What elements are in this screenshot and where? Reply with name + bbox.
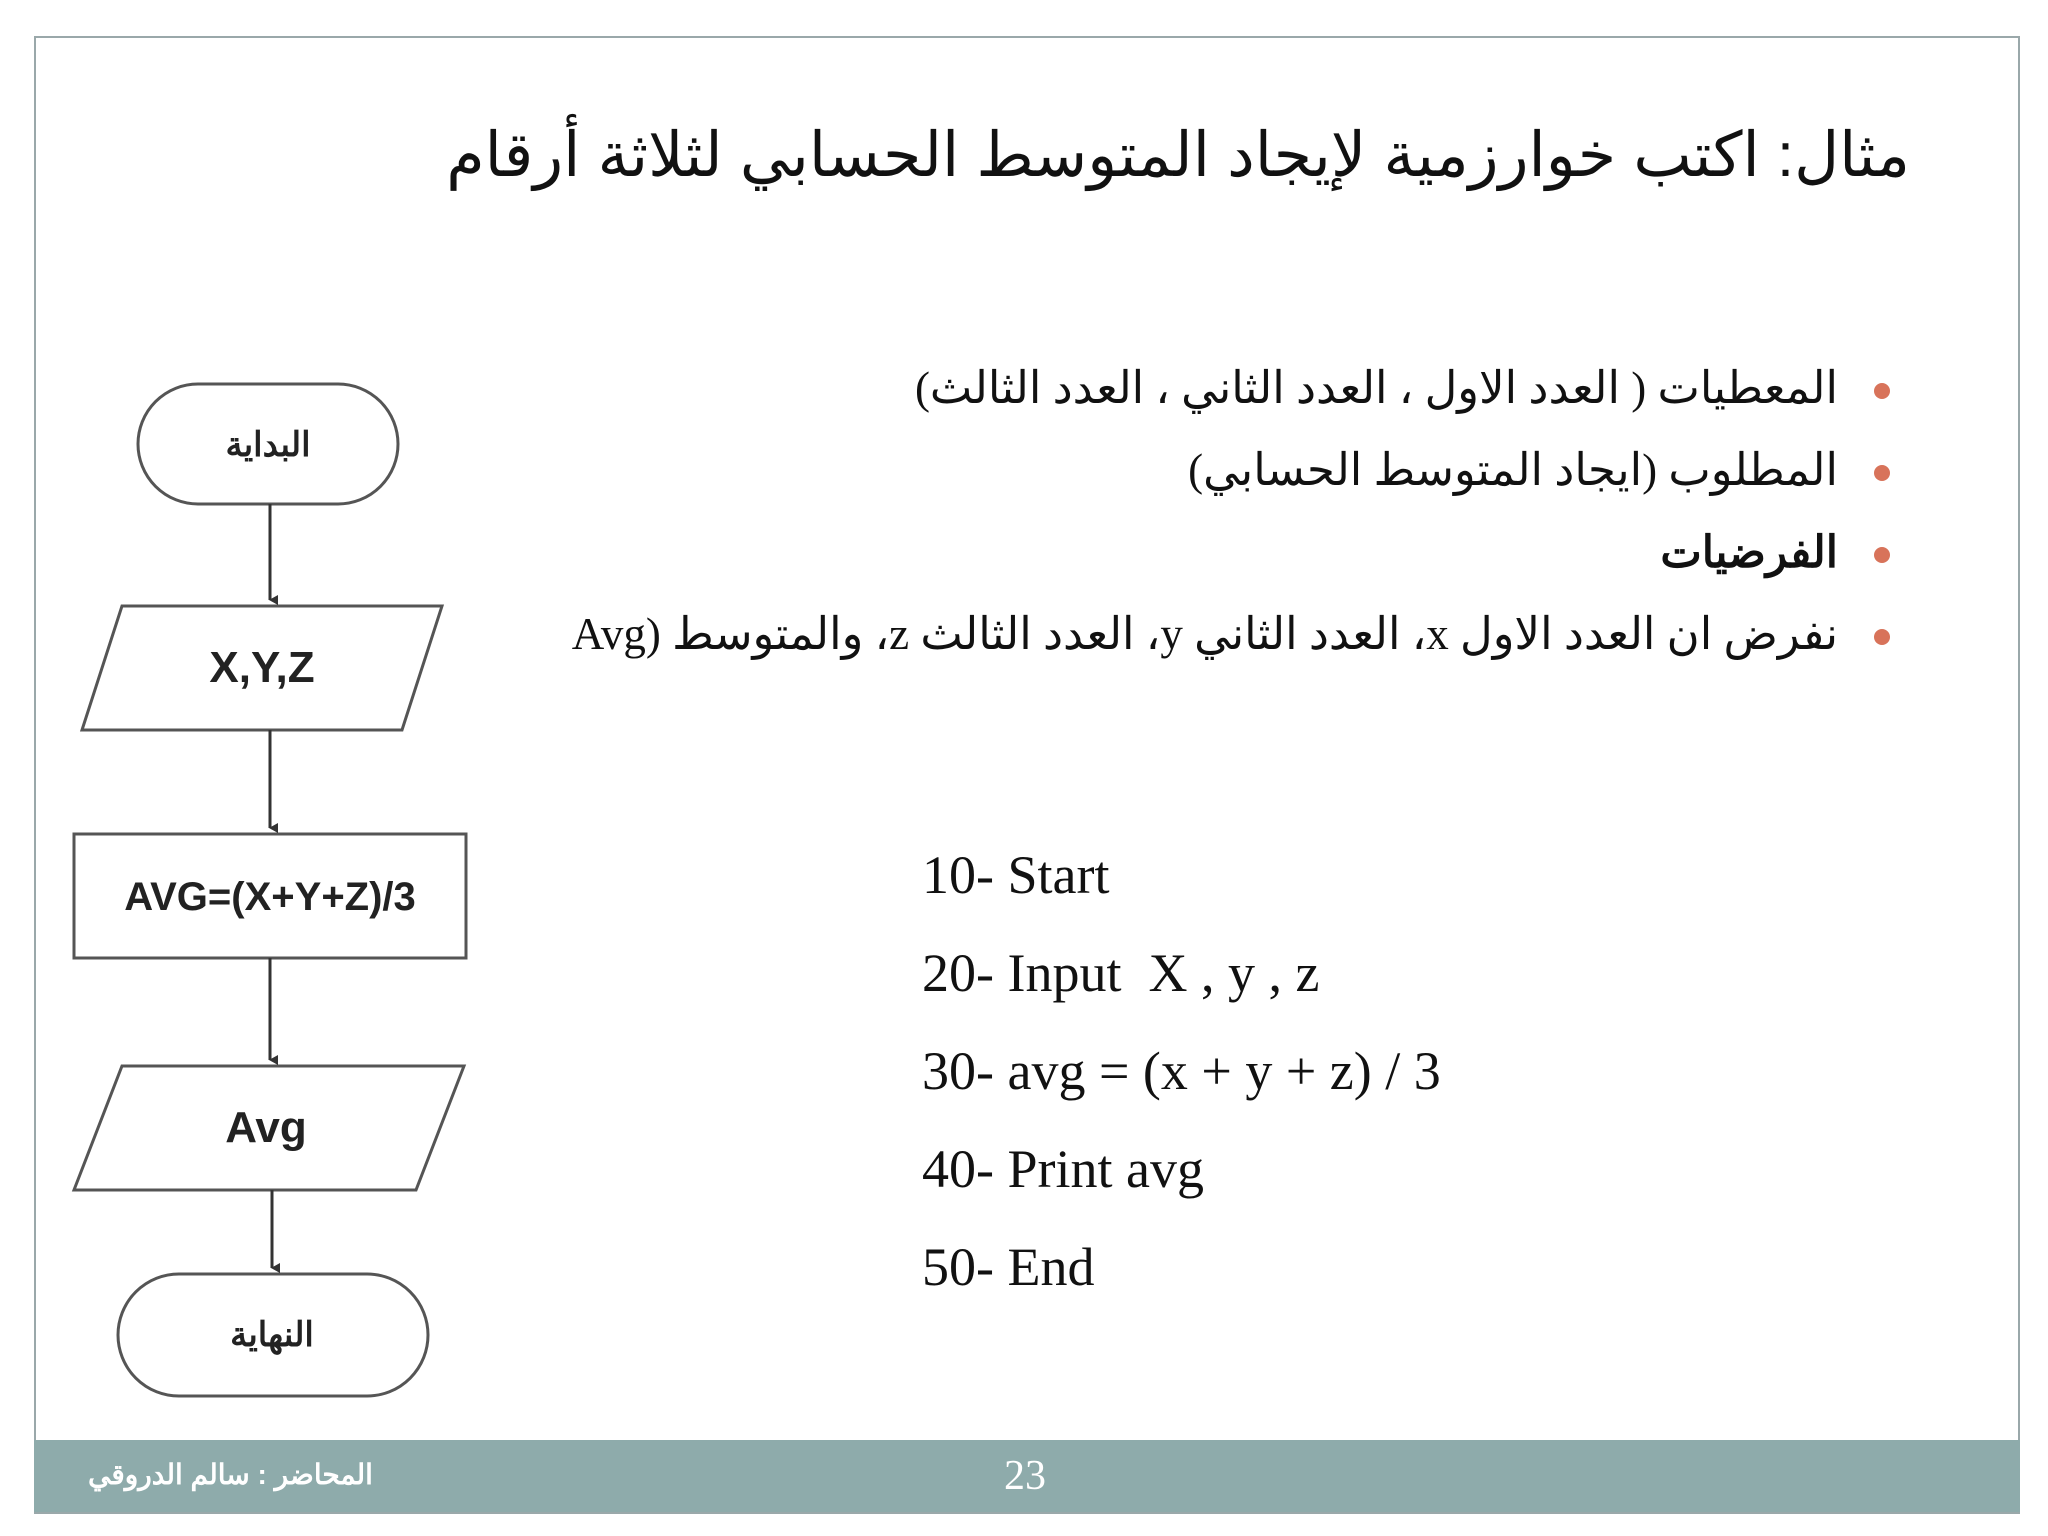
input-label: X,Y,Z [209, 643, 315, 692]
flowchart [60, 370, 480, 1410]
bullet-required [438, 440, 1898, 522]
bullet-assumptions [438, 522, 1898, 604]
bullet-assumption-detail [438, 604, 1898, 686]
code-line: 20- Input X , y , z [922, 943, 1320, 1003]
page-number: 23 [1004, 1453, 1046, 1499]
output-label: Avg [225, 1103, 307, 1152]
bullet-text: المطلوب (ايجاد المتوسط الحسابي) [1188, 445, 1838, 495]
bullet-dot-icon [1874, 383, 1890, 399]
slide-title: مثال: اكتب خوارزمية لإيجاد المتوسط الحسابي لثلاثة أرقام [446, 121, 1910, 190]
bullet-dot-icon [1874, 547, 1890, 563]
process-label: AVG=(X+Y+Z)/3 [124, 875, 416, 919]
code-line: 40- Print avg [922, 1139, 1204, 1199]
bullet-text: المعطيات ( العدد الاول ، العدد الثاني ، العدد الثالث) [914, 363, 1838, 413]
bullet-givens [438, 358, 1898, 440]
end-label: النهاية [230, 1316, 314, 1354]
code-line: 10- Start [922, 845, 1110, 905]
code-line: 30- avg = (x + y + z) / 3 [922, 1041, 1441, 1101]
bullet-dot-icon [1874, 629, 1890, 645]
bullet-dot-icon [1874, 465, 1890, 481]
footer-presenter: المحاضر : سالم الدروقي [88, 1459, 373, 1490]
pseudocode-block [922, 842, 1441, 1332]
code-line: 50- End [922, 1237, 1095, 1297]
bullet-text: نفرض ان العدد الاول x، العدد الثاني y، العدد الثالث z، والمتوسط (Avg [571, 609, 1838, 659]
start-label: البداية [225, 426, 311, 464]
bullet-list [438, 358, 1898, 686]
bullet-text: الفرضيات [1660, 528, 1838, 577]
